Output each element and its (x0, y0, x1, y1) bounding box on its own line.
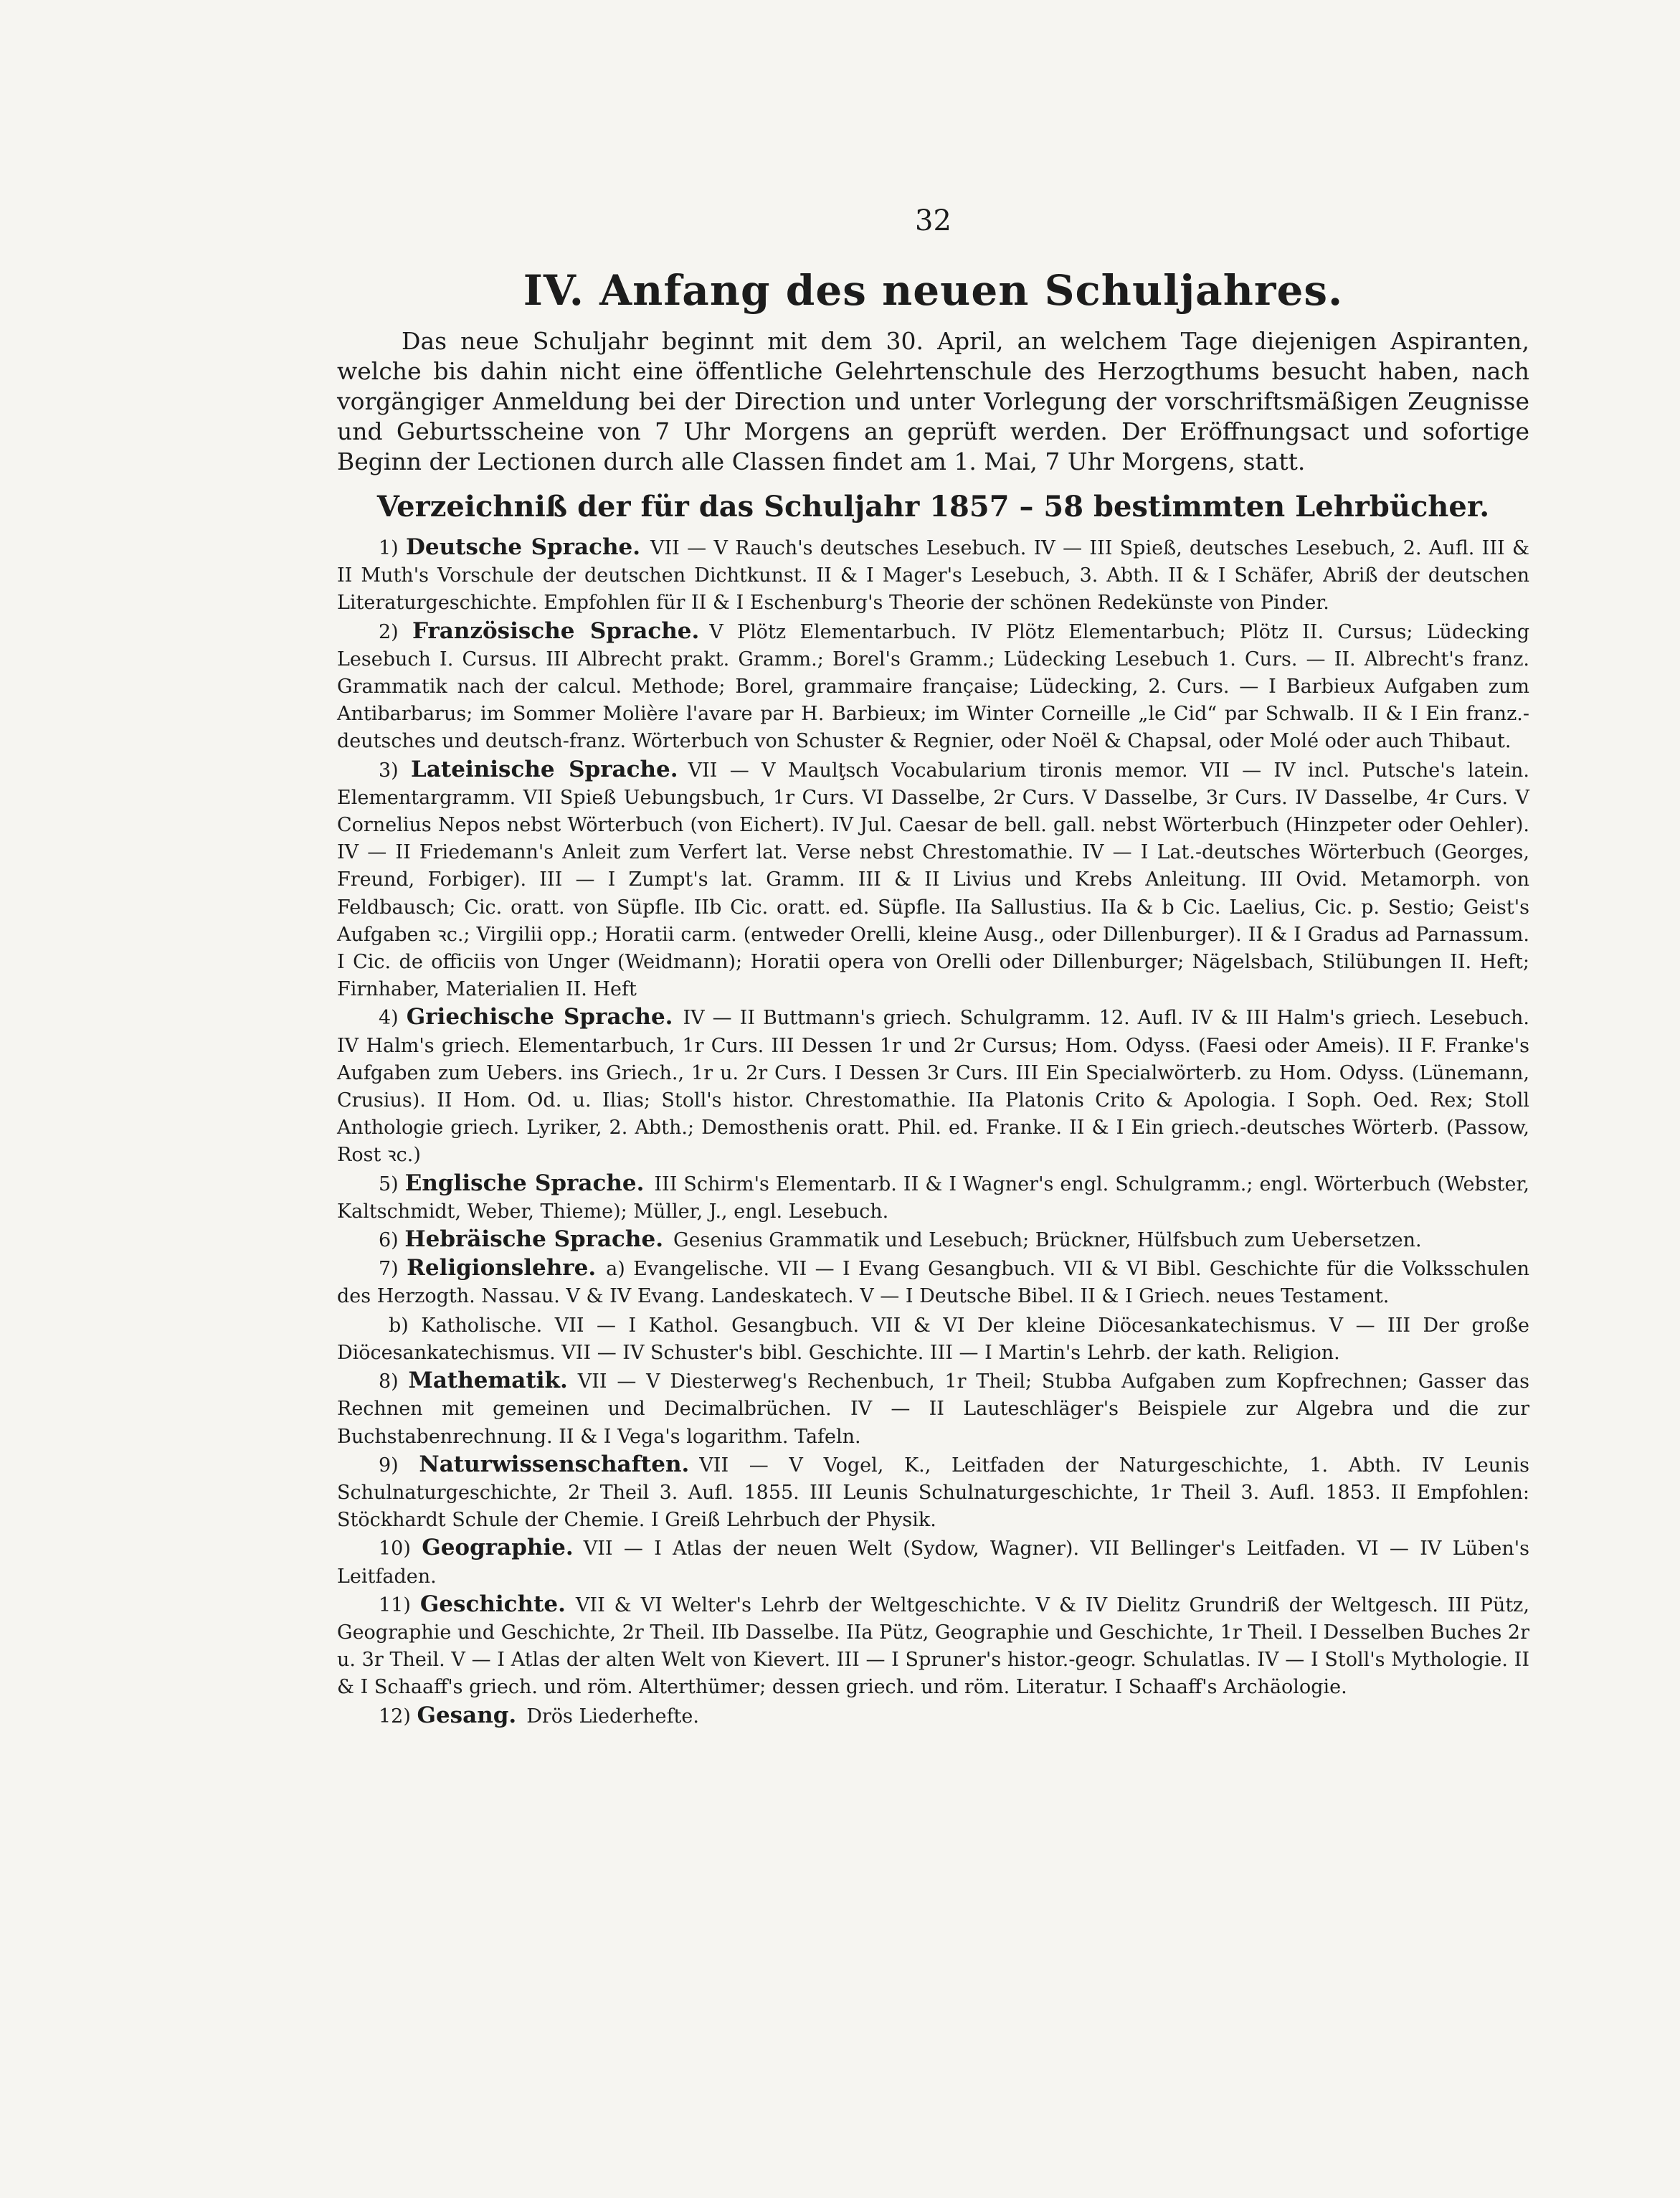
subject-label: Geographie. (422, 1535, 574, 1561)
section-heading: IV. Anfang des neuen Schuljahres. (523, 266, 1344, 315)
subject-label: Englische Sprache. (404, 1170, 645, 1196)
subject-number: 9) (379, 1454, 399, 1477)
subject-item (337, 1003, 1529, 1169)
subject-label: Gesang. (417, 1702, 517, 1728)
subject-text: V Plötz Elementarbuch. IV Plötz Elementarbuch; Plötz II. Cursus; Lüdecking Lesebuch I. Cursus. III Albrecht prakt. Gramm.; Borel's Gramm.; Lüdecking Lesebuch 1. Curs. — II. Albrecht's franz. Grammatik nach der calcul. Methode; Borel, grammaire française; Lüdecking, 2. Curs. — I Barbieux Aufgaben zum Antibarbarus; im Sommer Molière l'avare par H. Barbieux; im Winter Corneille „le Cid“ par Schwalb. II & I Ein franz.-deutsches und deutsch-franz. Wörterbuch von Schuster & Regnier, oder Noël & Chapsal, oder Molé oder auch Thibaut. (337, 620, 1529, 753)
subject-label: Lateinische Sprache. (411, 756, 678, 782)
subject-label: Französische Sprache. (412, 617, 700, 644)
subject-item (337, 1367, 1529, 1451)
subject-number: 5) (379, 1173, 399, 1195)
subject-number: 8) (379, 1370, 399, 1393)
subject-item (337, 1451, 1529, 1535)
subject-item (337, 1702, 1529, 1730)
subject-label: Naturwissenschaften. (419, 1451, 690, 1477)
subject-item (337, 617, 1529, 756)
subject-text: b) Katholische. VII — I Kathol. Gesangbuch. VII & VI Der kleine Diöcesankatechismus. V — III Der große Diöcesankatechismus. VII — IV Schuster's bibl. Geschichte. III — I Martin's Lehrb. der kath. Religion. (337, 1314, 1529, 1364)
subject-number: 6) (379, 1229, 399, 1252)
subject-number: 12) (379, 1705, 411, 1728)
subject-label: Deutsche Sprache. (406, 534, 641, 560)
subject-number: 3) (379, 759, 399, 782)
subject-text: IV — II Buttmann's griech. Schulgramm. 12. Aufl. IV & III Halm's griech. Lesebuch. IV Halm's griech. Elementarbuch, 1r Curs. III Dessen 1r und 2r Cursus; Hom. Odyss. (Faesi oder Ameis). II F. Franke's Aufgaben zum Uebers. ins Griech., 1r u. 2r Curs. I Dessen 3r Curs. III Ein Specialwörterb. zu Hom. Odyss. (Lünemann, Crusius). II Hom. Od. u. Ilias; Stoll's histor. Chrestomathie. IIa Platonis Crito & Apologia. I Soph. Oed. Rex; Stoll Anthologie griech. Lyriker, 2. Abth.; Demosthenis oratt. Phil. ed. Franke. II & I Ein griech.-deutsches Wörterb. (Passow, Rost ꝛc.) (337, 1007, 1529, 1167)
subject-text: VII — V Diesterweg's Rechenbuch, 1r Theil; Stubba Aufgaben zum Kopfrechnen; Gasser das Rechnen mit gemeinen und Decimalbrüchen. IV — II Lauteschläger's Beispiele zur Algebra und die zur Buchstabenrechnung. II & I Vega's logarithm. Tafeln. (337, 1370, 1529, 1448)
subject-item (337, 1311, 1529, 1367)
subject-number: 7) (379, 1258, 399, 1281)
subject-text: VII — V Rauch's deutsches Lesebuch. IV — III Spieß, deutsches Lesebuch, 2. Aufl. III & II Muth's Vorschule der deutschen Dichtkunst. II & I Mager's Lesebuch, 3. Abth. II & I Schäfer, Abriß der deutschen Literaturgeschichte. Empfohlen für II & I Eschenburg's Theorie der schönen Redekünste von Pinder. (337, 537, 1529, 615)
subject-item (337, 756, 1529, 1004)
subject-label: Griechische Sprache. (406, 1004, 673, 1031)
subject-item (337, 1254, 1529, 1310)
subject-text: III Schirm's Elementarb. II & I Wagner's engl. Schulgramm.; engl. Wörterbuch (Webster, Kaltschmidt, Weber, Thieme); Müller, J., engl. Lesebuch. (337, 1173, 1529, 1223)
intro-paragraph: Das neue Schuljahr beginnt mit dem 30. April, an welchem Tage diejenigen Aspiranten, welche bis dahin nicht eine öffentliche Gelehrtenschule des Herzogthums besucht haben, nach vorgängiger Anmeldung bei der Direction und unter Vorlegung der vorschriftsmäßigen Zeugnisse und Geburtsscheine von 7 Uhr Morgens an geprüft werden. Der Eröffnungsact und sofortige Beginn der Lectionen durch alle Classen findet am 1. Mai, 7 Uhr Morgens, statt. (337, 327, 1529, 475)
subject-number: 11) (379, 1593, 411, 1616)
subject-label: Geschichte. (419, 1591, 566, 1617)
subject-label: Religionslehre. (407, 1255, 597, 1282)
subject-number: 2) (379, 620, 399, 643)
booklist-title: Verzeichniß der für das Schuljahr 1857 – 58 bestimmten Lehrbücher. (376, 490, 1490, 524)
subject-text: Drös Liederhefte. (526, 1705, 699, 1728)
subject-number: 1) (379, 537, 399, 559)
subject-list (337, 534, 1529, 1730)
subject-text: VII — I Atlas der neuen Welt (Sydow, Wagner). VII Bellinger's Leitfaden. VI — IV Lüben's Leitfaden. (337, 1538, 1529, 1588)
subject-label: Mathematik. (408, 1368, 568, 1394)
subject-text: VII — V Vogel, K., Leitfaden der Naturgeschichte, 1. Abth. IV Leunis Schulnaturgeschichte, 2r Theil 3. Aufl. 1855. III Leunis Schulnaturgeschichte, 1r Theil 3. Aufl. 1853. II Empfohlen: Stöckhardt Schule der Chemie. I Greiß Lehrbuch der Physik. (337, 1454, 1529, 1532)
subject-item (337, 1591, 1529, 1702)
subject-item (337, 1226, 1529, 1254)
page-number: 32 (915, 204, 951, 237)
subject-text: VII — V Maulţsch Vocabularium tironis memor. VII — IV incl. Putsche's latein. Elementargramm. VII Spieß Uebungsbuch, 1r Curs. VI Dasselbe, 2r Curs. V Dasselbe, 3r Curs. IV Dasselbe, 4r Curs. V Cornelius Nepos nebst Wörterbuch (von Eichert). IV Jul. Caesar de bell. gall. nebst Wörterbuch (Hinzpeter oder Oehler). IV — II Friedemann's Anleit zum Verfert lat. Verse nebst Chrestomathie. IV — I Lat.-deutsches Wörterbuch (Georges, Freund, Forbiger). III — I Zumpt's lat. Gramm. III & II Livius und Krebs Anleitung. III Ovid. Metamorph. von Feldbausch; Cic. oratt. von Süpfle. IIb Cic. oratt. ed. Süpfle. IIa Sallustius. IIa & b Cic. Laelius, Cic. p. Sestio; Geist's Aufgaben ꝛc.; Virgilii opp.; Horatii carm. (entweder Orelli, kleine Ausg., oder Dillenburger). II & I Gradus ad Parnassum. I Cic. de officiis von Unger (Weidmann); Horatii opera von Orelli oder Dillenburger; Nägelsbach, Stilübungen II. Heft; Firnhaber, Materialien II. Heft (337, 759, 1530, 1001)
subject-text: a) Evangelische. VII — I Evang Gesangbuch. VII & VI Bibl. Geschichte für die Volksschulen des Herzogth. Nassau. V & IV Evang. Landeskatech. V — I Deutsche Bibel. II & I Griech. neues Testament. (337, 1258, 1529, 1308)
subject-item (337, 1170, 1529, 1226)
subject-text: VII & VI Welter's Lehrb der Weltgeschichte. V & IV Dielitz Grundriß der Weltgesch. III Pütz, Geographie und Geschichte, 2r Theil. IIb Dasselbe. IIa Pütz, Geographie und Geschichte, 1r Theil. I Desselben Buches 2r u. 3r Theil. V — I Atlas der alten Welt von Kievert. III — I Spruner's histor.-geogr. Schulatlas. IV — I Stoll's Mythologie. II & I Schaaff's griech. und röm. Alterthümer; dessen griech. und röm. Literatur. I Schaaff's Archäologie. (337, 1593, 1529, 1699)
subject-label: Hebräische Sprache. (404, 1226, 663, 1253)
subject-item (337, 534, 1529, 617)
subject-number: 10) (379, 1538, 411, 1560)
subject-number: 4) (379, 1007, 399, 1030)
subject-text: Gesenius Grammatik und Lesebuch; Brückner, Hülfsbuch zum Uebersetzen. (673, 1229, 1422, 1252)
subject-item (337, 1534, 1529, 1590)
